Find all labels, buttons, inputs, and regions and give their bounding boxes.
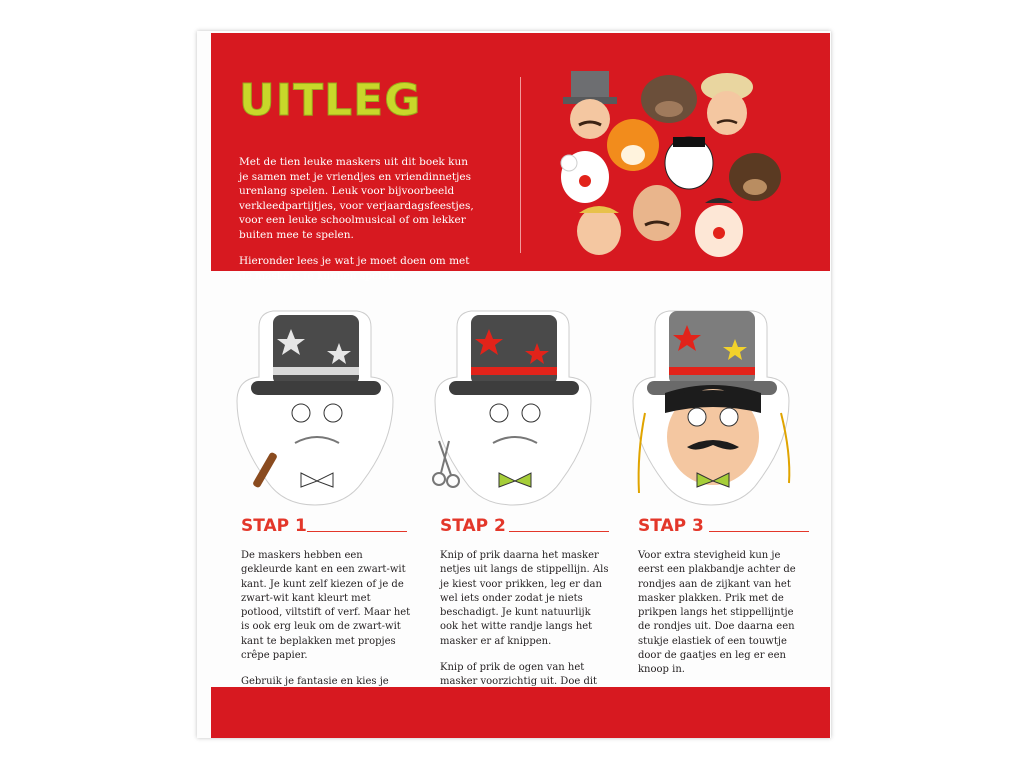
clown-mask-face [561,151,609,203]
step2-title: STAP 2 [440,516,506,536]
strongman-mask-face [633,185,681,241]
explorer-mask-face [701,73,753,135]
header-divider [520,77,521,253]
tiger-mask-face [607,119,659,171]
step1-title: STAP 1 [241,516,307,536]
step2-paragraph: Knip of prik de ogen van het masker voorzichtig uit. Doe dit [440,662,598,688]
pierrot-mask-face [665,137,713,189]
mask-step1-outline-image [221,301,411,511]
step3-title: STAP 3 [638,516,704,536]
step2-paragraph: Knip of prik daarna het masker netjes uit langs de stippellijn. Als je kiest voor prikken, leg er dan wel iets onder zodat je niets beschadigt. Je kunt natuurlijk ook het witte randje langs het masker er af knippen. [440,550,609,647]
header-banner [211,33,830,282]
step1-paragraph: Gebruik je fantasie en kies je [241,676,389,688]
tophat-mask-face [563,71,617,139]
booklet-page [197,31,831,738]
step2-divider [509,531,609,532]
walrus-mask-face [641,75,697,123]
mask-step2-cutout-image [419,301,609,511]
masks-collage-image [559,63,789,258]
mask-step3-finished-image [617,301,807,511]
step1-divider [307,531,407,532]
intro-text [239,155,479,295]
bear-mask-face [729,153,781,201]
step3-divider [709,531,809,532]
intro-paragraph: Met de tien leuke maskers uit dit boek kun je samen met je vriendjes en vriendinnetjes urenlang spelen. Leuk voor bijvoorbeeld verkleedpartijtjes, voor verjaardagsfeestjes, voor een leuke schoolmusical of om lekker buiten mee te spelen. [239,156,474,241]
intro-paragraph: Hieronder lees je wat je moet doen om met de maskers te kunnen spelen… [239,255,470,282]
princess-mask-face [577,206,621,255]
page-title: UITLEG [239,75,422,126]
clown-mask-face [695,198,743,257]
step1-paragraph: De maskers hebben een gekleurde kant en een zwart-wit kant. Je kunt zelf kiezen of je de zwart-wit kant kleurt met potlood, viltstift of verf. Maar het is ook erg leuk om de zwart-wit kant te beplakken met propjes crêpe papier. [241,550,411,662]
footer-banner [211,687,830,738]
step3-paragraph: Voor extra stevigheid kun je eerst een plakbandje achter de rondjes aan de zijkant van het masker plakken. Prik met de prikpen langs het stippellijntje de rondjes uit. Doe daarna een stukje elastiek of een touwtje door de gaatjes en leg er een knoop in. [638,550,796,676]
